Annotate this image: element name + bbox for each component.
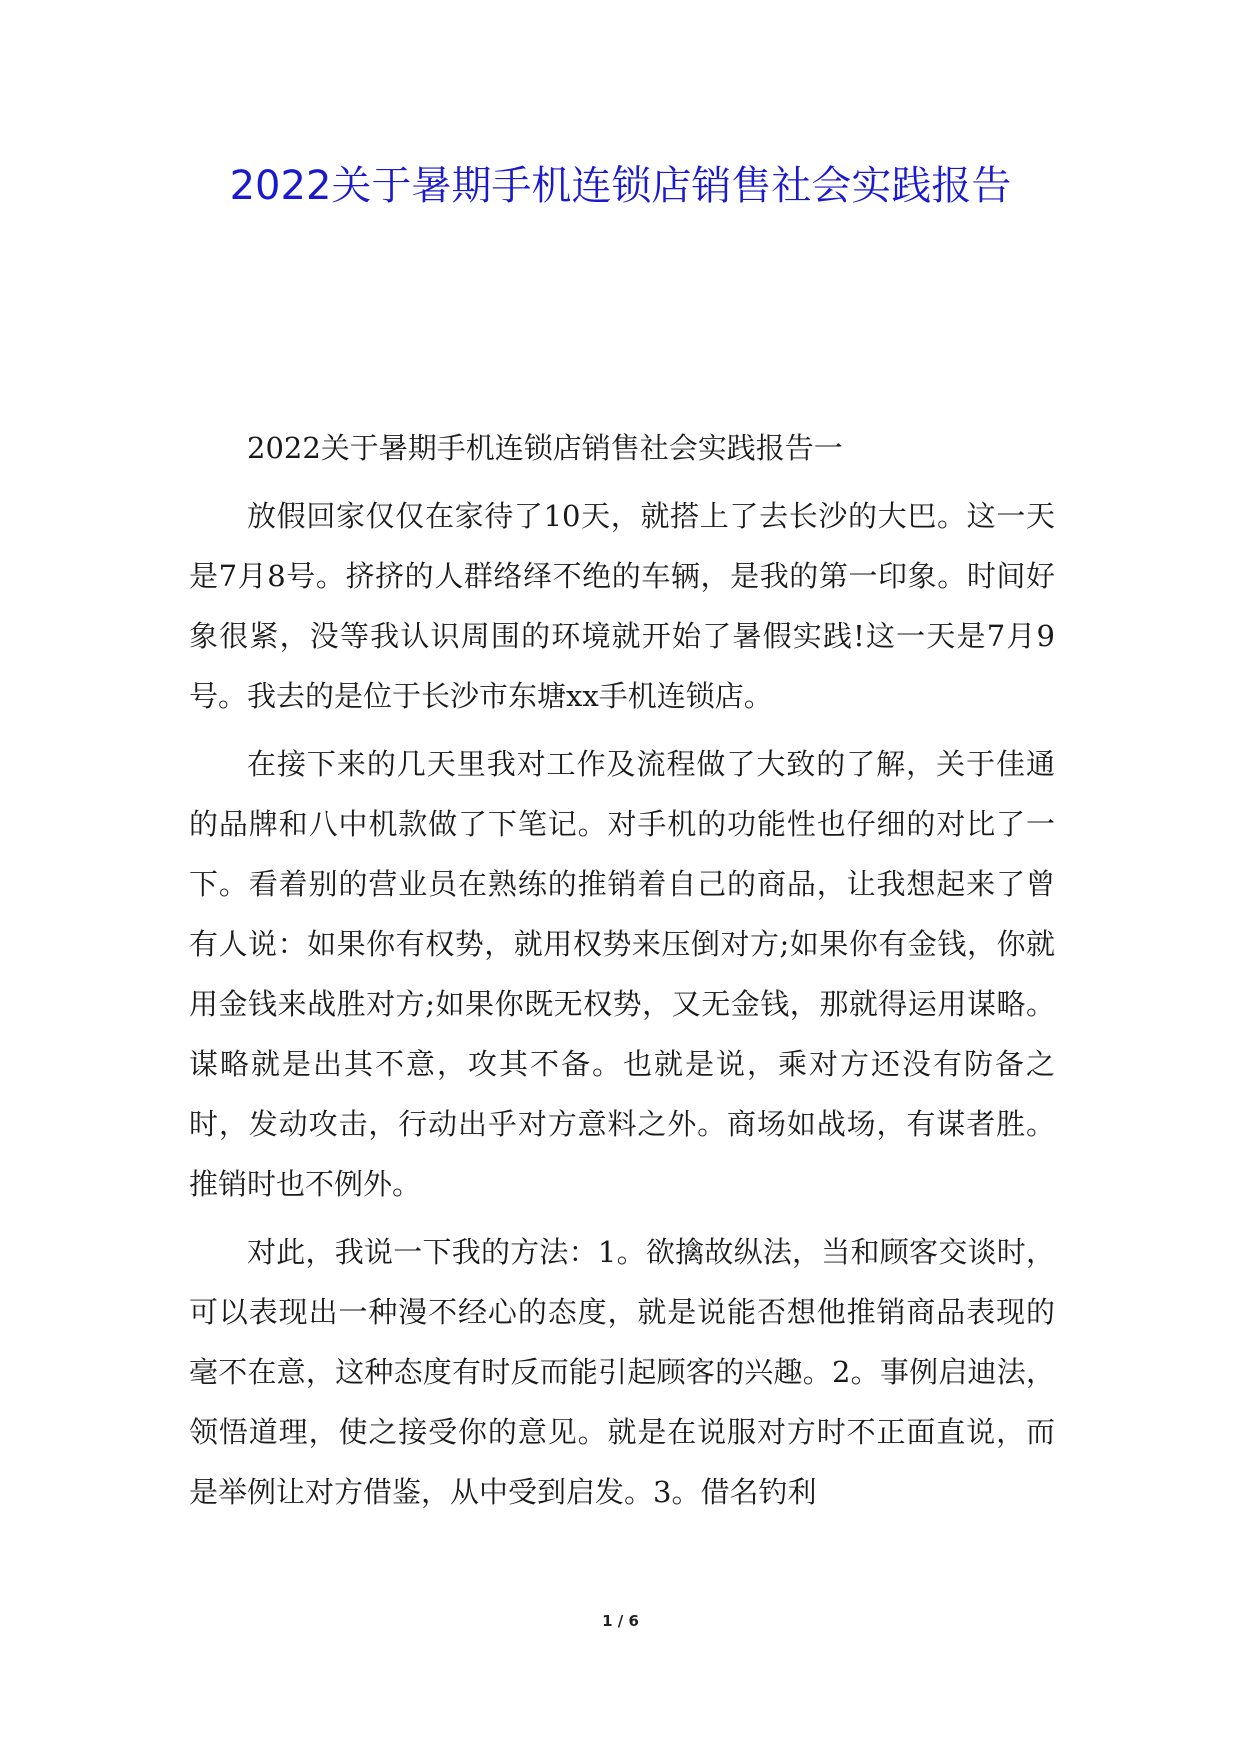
- document-body: [189, 418, 1055, 1522]
- paragraph: 对此，我说一下我的方法：1。欲擒故纵法，当和顾客交谈时，可以表现出一种漫不经心的态度，就是说能否想他推销商品表现的毫不在意，这种态度有时反而能引起顾客的兴趣。2。事例启迪法，领悟道理，使之接受你的意见。就是在说服对方时不正面直说，而是举例让对方借鉴，从中受到启发。3。借名钓利: [189, 1235, 1055, 1509]
- paragraph: 放假回家仅仅在家待了10天，就搭上了去长沙的大巴。这一天是7月8号。挤挤的人群络绎不绝的车辆，是我的第一印象。时间好象很紧，没等我认识周围的环境就开始了暑假实践!这一天是7月9号。我去的是位于长沙市东塘xx手机连锁店。: [189, 499, 1055, 713]
- section-heading: 2022关于暑期手机连锁店销售社会实践报告一: [247, 431, 843, 465]
- page-number: 1 / 6: [602, 1612, 639, 1630]
- document-title: 2022关于暑期手机连锁店销售社会实践报告: [229, 163, 1012, 209]
- paragraph: 在接下来的几天里我对工作及流程做了大致的了解，关于佳通的品牌和八中机款做了下笔记。对手机的功能性也仔细的对比了一下。看着别的营业员在熟练的推销着自己的商品，让我想起来了曾有人说：如果你有权势，就用权势来压倒对方;如果你有金钱，你就用金钱来战胜对方;如果你既无权势，又无金钱，那就得运用谋略。谋略就是出其不意，攻其不备。也就是说，乘对方还没有防备之时，发动攻击，行动出乎对方意料之外。商场如战场，有谋者胜。推销时也不例外。: [189, 747, 1055, 1201]
